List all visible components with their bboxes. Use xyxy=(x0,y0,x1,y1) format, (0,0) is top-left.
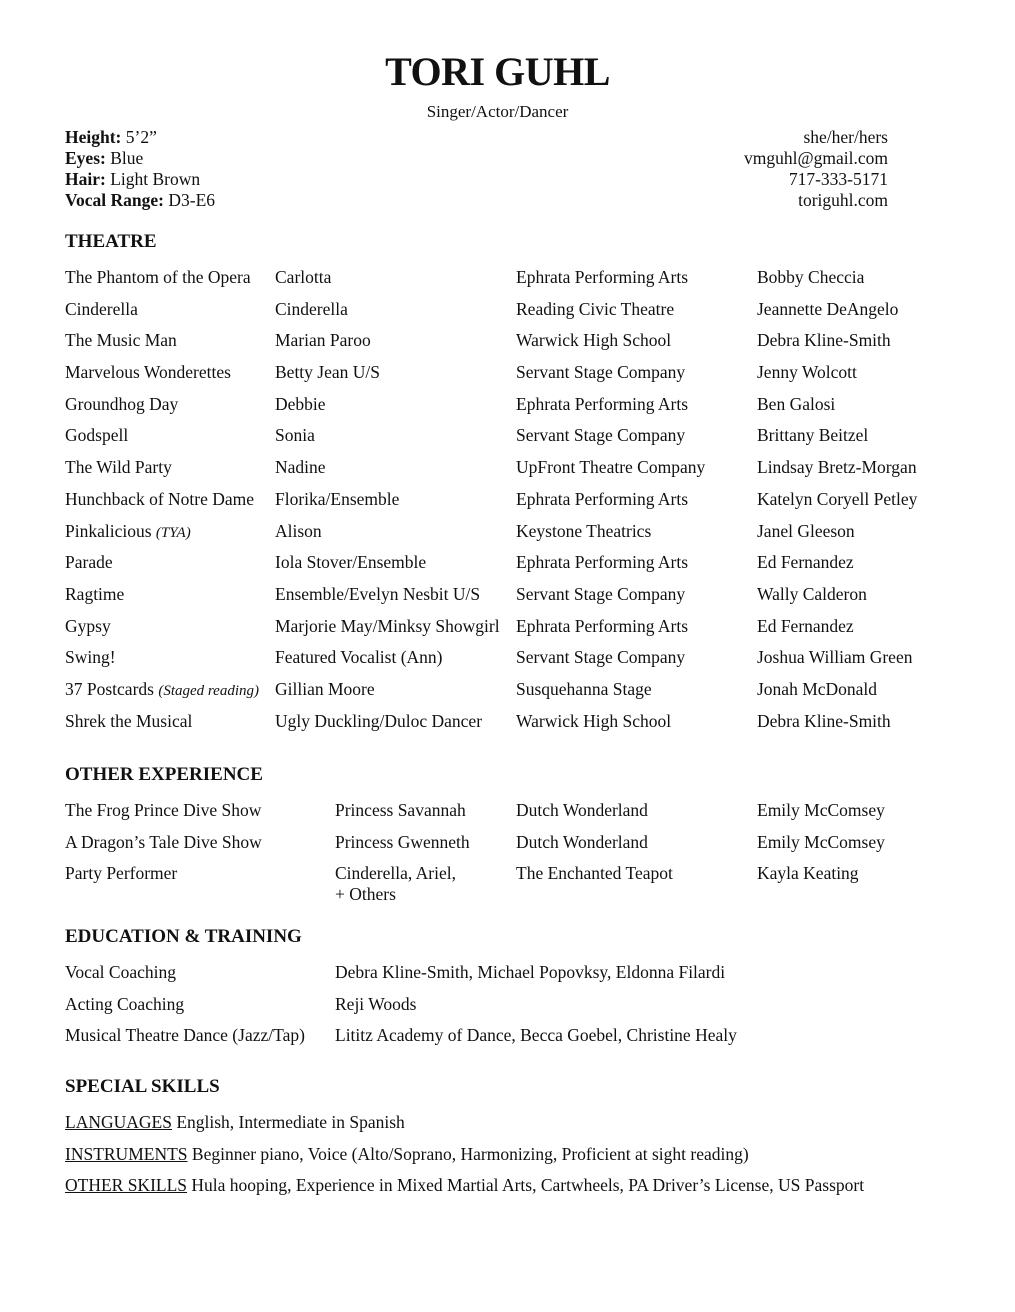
section-title-special-skills: SPECIAL SKILLS xyxy=(65,1076,220,1097)
director: Joshua William Green xyxy=(757,647,913,668)
show-name: Shrek the Musical xyxy=(65,710,193,731)
show-name: Swing! xyxy=(65,647,116,668)
company: UpFront Theatre Company xyxy=(516,457,706,478)
role: Gillian Moore xyxy=(275,678,375,699)
stat-height xyxy=(65,127,215,148)
show-note: (Staged reading) xyxy=(158,682,259,699)
company: Susquehanna Stage xyxy=(516,678,652,699)
company: Ephrata Performing Arts xyxy=(516,615,689,636)
role xyxy=(335,831,470,853)
role-line: + Others xyxy=(335,884,396,905)
company: Servant Stage Company xyxy=(516,647,686,668)
director: Jeannette DeAngelo xyxy=(757,298,899,319)
director: Emily McComsey xyxy=(757,800,885,820)
show-name: Marvelous Wonderettes xyxy=(65,362,231,383)
role xyxy=(335,862,456,904)
role: Ensemble/Evelyn Nesbit U/S xyxy=(275,583,481,604)
show-name: Gypsy xyxy=(65,615,111,636)
show-title: The Frog Prince Dive Show xyxy=(65,800,262,820)
role: Debbie xyxy=(275,393,326,414)
show-title xyxy=(65,710,192,732)
stat-label: Vocal Range: xyxy=(65,190,165,210)
director: Jenny Wolcott xyxy=(757,362,857,383)
company: Dutch Wonderland xyxy=(516,831,648,852)
stat-vocal-range xyxy=(65,190,215,211)
company: Dutch Wonderland xyxy=(516,800,648,820)
stat-value: D3-E6 xyxy=(164,190,216,210)
section-title-other-experience: OTHER EXPERIENCE xyxy=(65,764,263,785)
show-title: A Dragon’s Tale Dive Show xyxy=(65,831,262,852)
show-title xyxy=(65,424,128,446)
training-subject: Vocal Coaching xyxy=(65,962,176,982)
show-title xyxy=(65,298,138,320)
company: The Enchanted Teapot xyxy=(516,863,673,884)
show-title xyxy=(65,488,254,510)
company: Ephrata Performing Arts xyxy=(516,488,689,509)
show-name: Groundhog Day xyxy=(65,393,179,414)
stat-label: Hair: xyxy=(65,169,106,189)
role xyxy=(335,799,466,821)
company: Servant Stage Company xyxy=(516,362,686,383)
role: Marjorie May/Minksy Showgirl xyxy=(275,615,500,636)
director: Ben Galosi xyxy=(757,393,836,414)
skill-value: Beginner piano, Voice (Alto/Soprano, Harmonizing, Proficient at sight reading) xyxy=(187,1143,749,1164)
director: Debra Kline-Smith xyxy=(757,710,891,731)
director: Janel Gleeson xyxy=(757,520,855,541)
training-teachers: Lititz Academy of Dance, Becca Goebel, Christine Healy xyxy=(335,1025,737,1046)
email: vmguhl@gmail.com xyxy=(744,148,888,168)
show-title xyxy=(65,615,111,637)
role-line: Cinderella, Ariel, xyxy=(335,863,457,884)
personal-stats xyxy=(65,127,215,211)
director: Lindsay Bretz-Morgan xyxy=(757,457,917,478)
company: Reading Civic Theatre xyxy=(516,298,675,319)
stat-value: 5’2” xyxy=(121,127,157,147)
company: Warwick High School xyxy=(516,710,672,731)
phone: 717-333-5171 xyxy=(788,169,888,189)
director: Jonah McDonald xyxy=(757,678,878,699)
director: Katelyn Coryell Petley xyxy=(757,488,918,509)
skill-value: Hula hooping, Experience in Mixed Martial Arts, Cartwheels, PA Driver’s License, US Passport xyxy=(187,1175,865,1196)
show-title xyxy=(65,583,124,605)
website: toriguhl.com xyxy=(798,190,888,210)
show-name: Parade xyxy=(65,552,113,573)
section-title-education: EDUCATION & TRAINING xyxy=(65,926,302,947)
show-title xyxy=(65,266,251,288)
company: Ephrata Performing Arts xyxy=(516,393,689,414)
role: Nadine xyxy=(275,457,326,478)
show-name: The Music Man xyxy=(65,330,177,351)
show-title xyxy=(65,678,259,702)
show-name: The Phantom of the Opera xyxy=(65,267,251,287)
resume-name: TORI GUHL xyxy=(385,49,610,94)
show-name: Cinderella xyxy=(65,298,138,319)
company: Servant Stage Company xyxy=(516,583,686,604)
skill-line xyxy=(65,1111,405,1133)
show-name: 37 Postcards xyxy=(65,678,159,699)
director: Emily McComsey xyxy=(757,831,885,852)
show-title xyxy=(65,520,191,544)
show-title xyxy=(65,329,177,351)
stat-label: Height: xyxy=(65,127,122,147)
role: Iola Stover/Ensemble xyxy=(275,552,427,573)
company: Keystone Theatrics xyxy=(516,520,652,541)
training-subject: Acting Coaching xyxy=(65,993,185,1014)
director: Bobby Checcia xyxy=(757,267,865,287)
role: Featured Vocalist (Ann) xyxy=(275,647,443,668)
show-name: Godspell xyxy=(65,425,129,446)
role: Cinderella xyxy=(275,298,348,319)
show-title xyxy=(65,456,172,478)
skill-line xyxy=(65,1143,749,1165)
role-line: Princess Gwenneth xyxy=(335,831,470,852)
skill-line xyxy=(65,1174,864,1196)
show-name: Ragtime xyxy=(65,583,125,604)
role: Florika/Ensemble xyxy=(275,488,400,509)
stat-label: Eyes: xyxy=(65,148,106,168)
role: Ugly Duckling/Duloc Dancer xyxy=(275,710,483,731)
tagline: Singer/Actor/Dancer xyxy=(426,102,569,121)
show-title xyxy=(65,361,231,383)
show-title xyxy=(65,393,178,415)
training-teachers: Debra Kline-Smith, Michael Popovksy, Eldonna Filardi xyxy=(335,962,726,982)
training-subject: Musical Theatre Dance (Jazz/Tap) xyxy=(65,1025,305,1046)
show-name: The Wild Party xyxy=(65,457,172,478)
role-line: Princess Savannah xyxy=(335,800,466,820)
show-note: (TYA) xyxy=(155,524,191,541)
stat-eyes xyxy=(65,148,215,169)
contact-info xyxy=(744,127,888,211)
skill-label: LANGUAGES xyxy=(65,1112,172,1132)
role: Carlotta xyxy=(275,267,332,287)
skill-value: English, Intermediate in Spanish xyxy=(171,1112,405,1132)
company: Ephrata Performing Arts xyxy=(516,267,689,287)
director: Ed Fernandez xyxy=(757,552,854,573)
show-title xyxy=(65,646,116,668)
director: Debra Kline-Smith xyxy=(757,330,891,351)
company: Servant Stage Company xyxy=(516,425,686,446)
skill-label: INSTRUMENTS xyxy=(65,1143,188,1164)
company: Warwick High School xyxy=(516,330,672,351)
stat-hair xyxy=(65,169,215,190)
show-name: Hunchback of Notre Dame xyxy=(65,488,255,509)
show-title: Party Performer xyxy=(65,863,178,884)
training-teachers: Reji Woods xyxy=(335,993,417,1014)
company: Ephrata Performing Arts xyxy=(516,552,689,573)
role: Marian Paroo xyxy=(275,330,371,351)
stat-value: Light Brown xyxy=(105,169,201,189)
pronouns: she/her/hers xyxy=(803,127,888,147)
director: Ed Fernandez xyxy=(757,615,854,636)
director: Kayla Keating xyxy=(757,863,859,884)
role: Sonia xyxy=(275,425,315,446)
role: Alison xyxy=(275,520,322,541)
role: Betty Jean U/S xyxy=(275,362,380,383)
director: Brittany Beitzel xyxy=(757,425,869,446)
show-title xyxy=(65,551,113,573)
show-name: Pinkalicious xyxy=(65,520,156,541)
stat-value: Blue xyxy=(105,148,144,168)
section-title-theatre: THEATRE xyxy=(65,231,157,252)
skill-label: OTHER SKILLS xyxy=(65,1175,188,1196)
director: Wally Calderon xyxy=(757,583,867,604)
